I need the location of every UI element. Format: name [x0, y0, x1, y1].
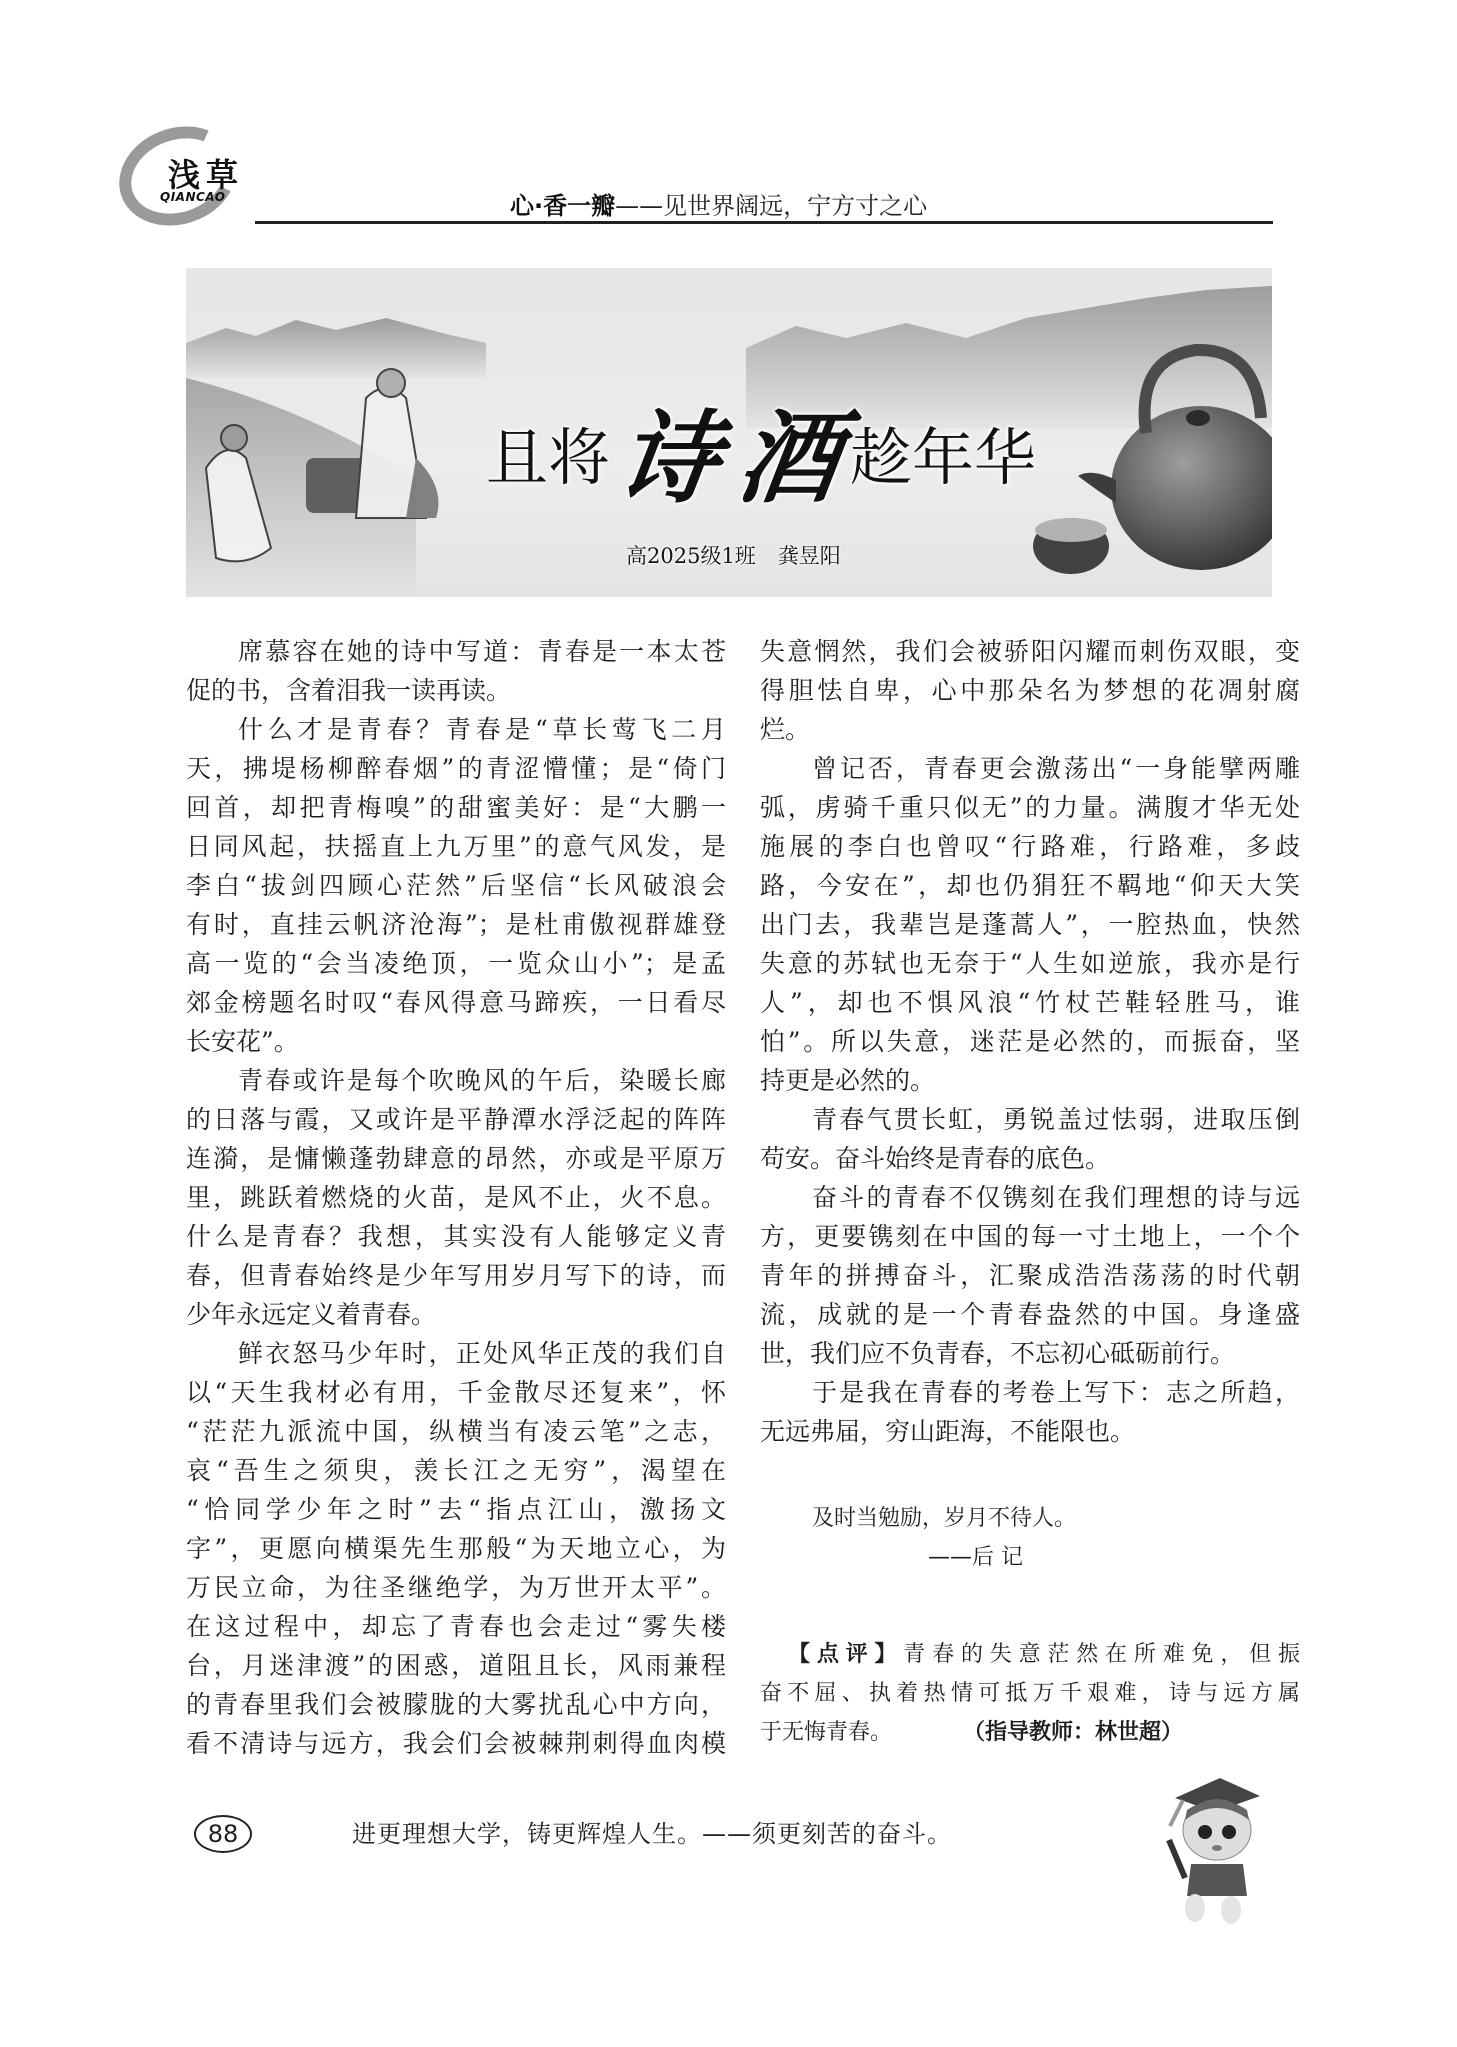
article-line: 天，拂堤杨柳醉春烟”的青涩懵懂；是“倚门 — [186, 754, 726, 783]
article-line: 青年的拼搏奋斗，汇聚成浩浩荡荡的时代朝 — [760, 1261, 1300, 1290]
article-line: 青春气贯长虹，勇锐盖过怯弱，进取压倒 — [812, 1105, 1300, 1134]
postscript-signature: ——后 记 — [928, 1545, 1023, 1570]
article-line: 的日落与霞，又或许是平静潭水浮泛起的阵阵 — [186, 1105, 726, 1134]
article-line: 什么才是青春？青春是“草长莺飞二月 — [238, 715, 726, 744]
postscript-line: 及时当勉励，岁月不待人。 — [812, 1506, 1077, 1531]
article-line: 郊金榜题名时叹“春风得意马蹄疾，一日看尽 — [186, 988, 726, 1017]
postscript — [760, 1499, 1300, 1577]
column-header — [510, 186, 927, 221]
footer-motto: 进更理想大学，铸更辉煌人生。——须更刻苦的奋斗。 — [352, 1820, 952, 1848]
article-column-right — [760, 632, 1300, 1752]
review-line: 奋不屈、执着热情可抵万千艰难，诗与远方属 — [760, 1681, 1300, 1706]
article-line: 哀“吾生之须臾，羡长江之无穷”，渴望在 — [186, 1456, 726, 1485]
graduate-mascot-illustration — [1135, 1768, 1285, 1943]
article-line: 世，我们应不负青春，不忘初心砥砺前行。 — [760, 1339, 1236, 1368]
article-line: 出门去，我辈岂是蓬蒿人”，一腔热血，快然 — [760, 910, 1300, 939]
article-line: 于是我在青春的考卷上写下：志之所趋， — [812, 1378, 1300, 1407]
title-part-1: 且将 — [486, 421, 611, 494]
magazine-logo — [118, 128, 268, 228]
article-line: 李白“拔剑四顾心茫然”后坚信“长风破浪会 — [186, 871, 726, 900]
review-line — [760, 1713, 1300, 1752]
review-text: 于无悔青春。 — [760, 1720, 893, 1745]
article-line: 弧，虏骑千重只似无”的力量。满腹才华无处 — [760, 793, 1300, 822]
title-calligraphy-jiu: 酒 — [730, 399, 848, 517]
article-line: 怕”。所以失意，迷茫是必然的，而振奋，坚 — [760, 1027, 1300, 1056]
spacer — [760, 1451, 1300, 1499]
article-line: 以“天生我材必有用，千金散尽还复来”，怀 — [186, 1378, 726, 1407]
article-line: 流，成就的是一个青春盎然的中国。身逢盛 — [760, 1300, 1300, 1329]
article-line: 失意的苏轼也无奈于“人生如逆旅，我亦是行 — [760, 949, 1300, 978]
article-title — [486, 378, 1036, 522]
review-tag: 【点评】 — [788, 1642, 904, 1667]
article-line: 回首，却把青梅嗅”的甜蜜美好：是“大鹏一 — [186, 793, 726, 822]
article-line: 烂。 — [760, 715, 811, 744]
article-column-left — [186, 632, 726, 1763]
column-name: 心·香一瓣 — [510, 192, 616, 220]
header-rule — [255, 221, 1273, 224]
article-line: 持更是必然的。 — [760, 1066, 936, 1095]
article-line: 连漪，是慵懒蓬勃肆意的昂然，亦或是平原万 — [186, 1144, 726, 1173]
article-line: 人”，却也不惧风浪“竹杖芒鞋轻胜马，谁 — [760, 988, 1300, 1017]
author-class: 高2025级1班 — [626, 544, 756, 568]
page-number: 88 — [194, 1815, 252, 1853]
teacher-credit: （指导教师：林世超） — [974, 1720, 1184, 1745]
article-line: 奋斗的青春不仅镌刻在我们理想的诗与远 — [812, 1183, 1300, 1212]
article-line: 长安花”。 — [186, 1027, 299, 1056]
logo-english-name: QIANCAO — [160, 190, 226, 204]
article-line: 少年永远定义着青春。 — [186, 1300, 437, 1329]
article-line: 看不清诗与远方，我会们会被棘荆刺得血肉模 — [186, 1729, 726, 1758]
article-line: 席慕容在她的诗中写道：青春是一本太苍 — [238, 637, 726, 666]
article-line: “恰同学少年之时”去“指点江山，激扬文 — [186, 1495, 726, 1524]
article-line: 日同风起，扶摇直上九万里”的意气风发，是 — [186, 832, 726, 861]
review-line — [760, 1635, 1300, 1674]
article-line: 台，月迷津渡”的困惑，道阻且长，风雨兼程 — [186, 1651, 726, 1680]
article-line: 春，但青春始终是少年写用岁月写下的诗，而 — [186, 1261, 726, 1290]
logo-chinese-name: 浅草 — [168, 156, 245, 194]
review-block — [760, 1635, 1300, 1752]
article-line: 的青春里我们会被朦胧的大雾扰乱心中方向， — [186, 1690, 726, 1719]
column-subtitle: ——见世界阔远，宁方寸之心 — [615, 192, 928, 220]
article-line: 施展的李白也曾叹“行路难，行路难，多歧 — [760, 832, 1300, 861]
article-line: 失意惘然，我们会被骄阳闪耀而刺伤双眼，变 — [760, 637, 1300, 666]
article-line: 鲜衣怒马少年时，正处风华正茂的我们自 — [238, 1339, 726, 1368]
article-line: 无远弗届，穷山距海，不能限也。 — [760, 1417, 1136, 1446]
article-line: 曾记否，青春更会激荡出“一身能擘两雕 — [812, 754, 1300, 783]
author-name: 龚昱阳 — [777, 544, 841, 568]
article-line: 里，跳跃着燃烧的火苗，是风不止，火不息。 — [186, 1183, 726, 1212]
spacer — [760, 1577, 1300, 1635]
article-line: “茫茫九派流中国，纵横当有凌云笔”之志， — [186, 1417, 726, 1446]
article-line: 有时，直挂云帆济沧海”；是杜甫傲视群雄登 — [186, 910, 726, 939]
article-line: 促的书，含着泪我一读再读。 — [186, 676, 512, 705]
article-line: 字”，更愿向横渠先生那般“为天地立心，为 — [186, 1534, 726, 1563]
article-line: 万民立命，为往圣继绝学，为万世开太平”。 — [186, 1573, 726, 1602]
title-banner — [186, 268, 1272, 597]
article-line: 苟安。奋斗始终是青春的底色。 — [760, 1144, 1111, 1173]
article-line: 高一览的“会当凌绝顶，一览众山小”；是孟 — [186, 949, 726, 978]
article-line: 青春或许是每个吹晚风的午后，染暖长廊 — [238, 1066, 726, 1095]
review-text: 青春的失意茫然在所难免，但振 — [903, 1642, 1300, 1667]
title-calligraphy-shi: 诗 — [610, 399, 728, 517]
article-line: 方，更要镌刻在中国的每一寸土地上，一个个 — [760, 1222, 1300, 1251]
title-part-2: 趁年华 — [850, 421, 1037, 494]
article-line: 得胆怯自卑，心中那朵名为梦想的花凋射腐 — [760, 676, 1300, 705]
article-line: 在这过程中，却忘了青春也会走过“雾失楼 — [186, 1612, 726, 1641]
mountains-left — [186, 318, 486, 378]
article-line: 路，今安在”，却也仍狷狂不羁地“仰天大笑 — [760, 871, 1300, 900]
author-byline — [626, 540, 841, 570]
article-line: 什么是青春？我想，其实没有人能够定义青 — [186, 1222, 726, 1251]
